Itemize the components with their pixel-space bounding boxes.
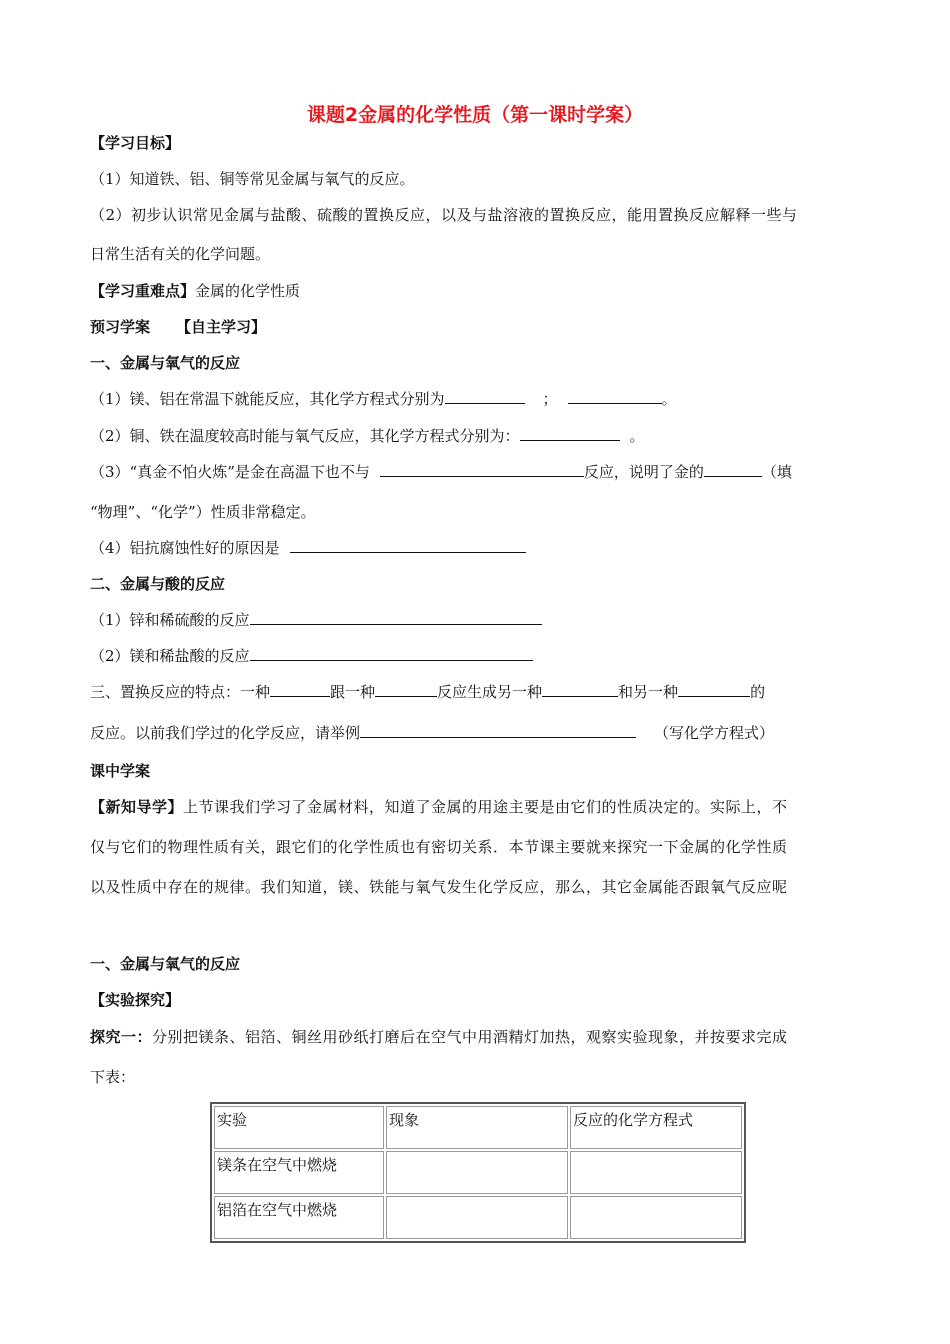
sec3-text-3: 反应生成另一种 <box>437 683 543 701</box>
answer-blank[interactable] <box>375 681 437 697</box>
table-cell: 铝箔在空气中燃烧 <box>214 1196 384 1239</box>
sec1-heading: 一、金属与氧气的反应 <box>90 354 241 372</box>
answer-blank[interactable] <box>250 609 542 625</box>
table-header-cell: 反应的化学方程式 <box>570 1106 742 1149</box>
goal-item-2-line2: 日常生活有关的化学问题。 <box>90 245 271 263</box>
sec4-heading: 一、金属与氧气的反应 <box>90 955 241 973</box>
task-text-1: 分别把镁条、铝箔、铜丝用砂纸打磨后在空气中用酒精灯加热，观察实验现象，并按要求完成 <box>152 1028 788 1046</box>
sec3-text-1: 三、置换反应的特点：一种 <box>90 683 271 701</box>
key-heading: 【学习重难点】 <box>90 282 196 300</box>
sec2-heading: 二、金属与酸的反应 <box>90 575 226 593</box>
preview-sub: 【自主学习】 <box>176 318 267 336</box>
key-text: 金属的化学性质 <box>195 282 301 300</box>
answer-blank[interactable] <box>290 537 526 553</box>
sec3-line2-end: （写化学方程式） <box>654 724 775 742</box>
table-row <box>214 1196 742 1239</box>
sec3-line2 <box>90 722 870 744</box>
goal-item-1: （1）知道铁、铝、铜等常见金属与氧气的反应。 <box>90 170 415 188</box>
table-cell[interactable] <box>570 1196 742 1239</box>
sec1-q1 <box>90 388 870 410</box>
sec2-q1-text: （1）锌和稀硫酸的反应 <box>90 611 250 629</box>
sec1-q2-end: 。 <box>629 427 645 445</box>
sec3-line2-text: 反应。以前我们学过的化学反应，请举例 <box>90 724 361 742</box>
goal-item-2-line1: （2）初步认识常见金属与盐酸、硫酸的置换反应，以及与盐溶液的置换反应，能用置换反应解释一些与 <box>90 206 798 224</box>
sec3-text-5: 的 <box>750 683 766 701</box>
sec3-text-4: 和另一种 <box>618 683 679 701</box>
lesson-intro-line3: 以及性质中存在的规律。我们知道，镁、铁能与氧气发生化学反应，那么，其它金属能否跟氧气反应呢 <box>90 878 788 896</box>
preview-heading <box>90 316 870 338</box>
sec1-q4-text: （4）铝抗腐蚀性好的原因是 <box>90 539 280 557</box>
table-cell[interactable] <box>570 1151 742 1194</box>
sec1-q3-line2: “物理”、“化学”）性质非常稳定。 <box>90 503 316 521</box>
task-line2: 下表： <box>90 1068 136 1086</box>
intro-label: 【新知导学】 <box>90 798 184 816</box>
answer-blank[interactable] <box>360 722 636 738</box>
answer-blank[interactable] <box>445 388 525 404</box>
answer-blank[interactable] <box>250 645 533 661</box>
experiment-table <box>210 1102 746 1243</box>
sec2-q1 <box>90 609 870 631</box>
table-header-cell: 现象 <box>386 1106 568 1149</box>
sec3-line1 <box>90 681 870 703</box>
answer-blank[interactable] <box>520 425 620 441</box>
key-points <box>90 280 870 302</box>
table-cell[interactable] <box>386 1196 568 1239</box>
page-title: 课题2金属的化学性质（第一课时学案） <box>306 104 644 126</box>
sec1-q1-sep: ； <box>542 390 558 408</box>
sec1-q2-text: （2）铜、铁在温度较高时能与氧气反应，其化学方程式分别为： <box>90 427 520 445</box>
task-label: 探究一： <box>90 1028 153 1046</box>
sec2-q2-text: （2）镁和稀盐酸的反应 <box>90 647 250 665</box>
answer-blank[interactable] <box>270 681 330 697</box>
sec3-text-2: 跟一种 <box>330 683 376 701</box>
table-cell: 镁条在空气中燃烧 <box>214 1151 384 1194</box>
preview-label: 预习学案 <box>90 318 151 336</box>
sec1-q3-text: （3）“真金不怕火炼”是金在高温下也不与 <box>90 463 370 481</box>
sec1-q3-mid: 反应，说明了金的 <box>583 463 704 481</box>
sec2-q2 <box>90 645 870 667</box>
table-cell[interactable] <box>386 1151 568 1194</box>
sec1-q3 <box>90 461 870 483</box>
table-header-cell: 实验 <box>214 1106 384 1149</box>
sec1-q2 <box>90 425 870 447</box>
sec1-q4 <box>90 537 870 559</box>
answer-blank[interactable] <box>542 681 618 697</box>
intro-text-1: 上节课我们学习了金属材料，知道了金属的用途主要是由它们的性质决定的。实际上，不 <box>183 798 788 816</box>
lesson-intro-line1 <box>90 796 870 818</box>
lesson-heading: 课中学案 <box>90 762 151 780</box>
task-line1 <box>90 1026 870 1048</box>
answer-blank[interactable] <box>678 681 750 697</box>
sec1-q1-text: （1）镁、铝在常温下就能反应，其化学方程式分别为 <box>90 390 445 408</box>
explore-heading: 【实验探究】 <box>90 991 181 1009</box>
answer-blank[interactable] <box>704 461 762 477</box>
goals-heading: 【学习目标】 <box>90 134 181 152</box>
sec1-q3-end: （填 <box>761 463 792 481</box>
sec1-q1-end: 。 <box>661 390 677 408</box>
answer-blank[interactable] <box>380 461 584 477</box>
answer-blank[interactable] <box>568 388 662 404</box>
table-header-row <box>214 1106 742 1149</box>
lesson-intro-line2: 仅与它们的物理性质有关，跟它们的化学性质也有密切关系．本节课主要就来探究一下金属的化学性质 <box>90 838 788 856</box>
table-row <box>214 1151 742 1194</box>
